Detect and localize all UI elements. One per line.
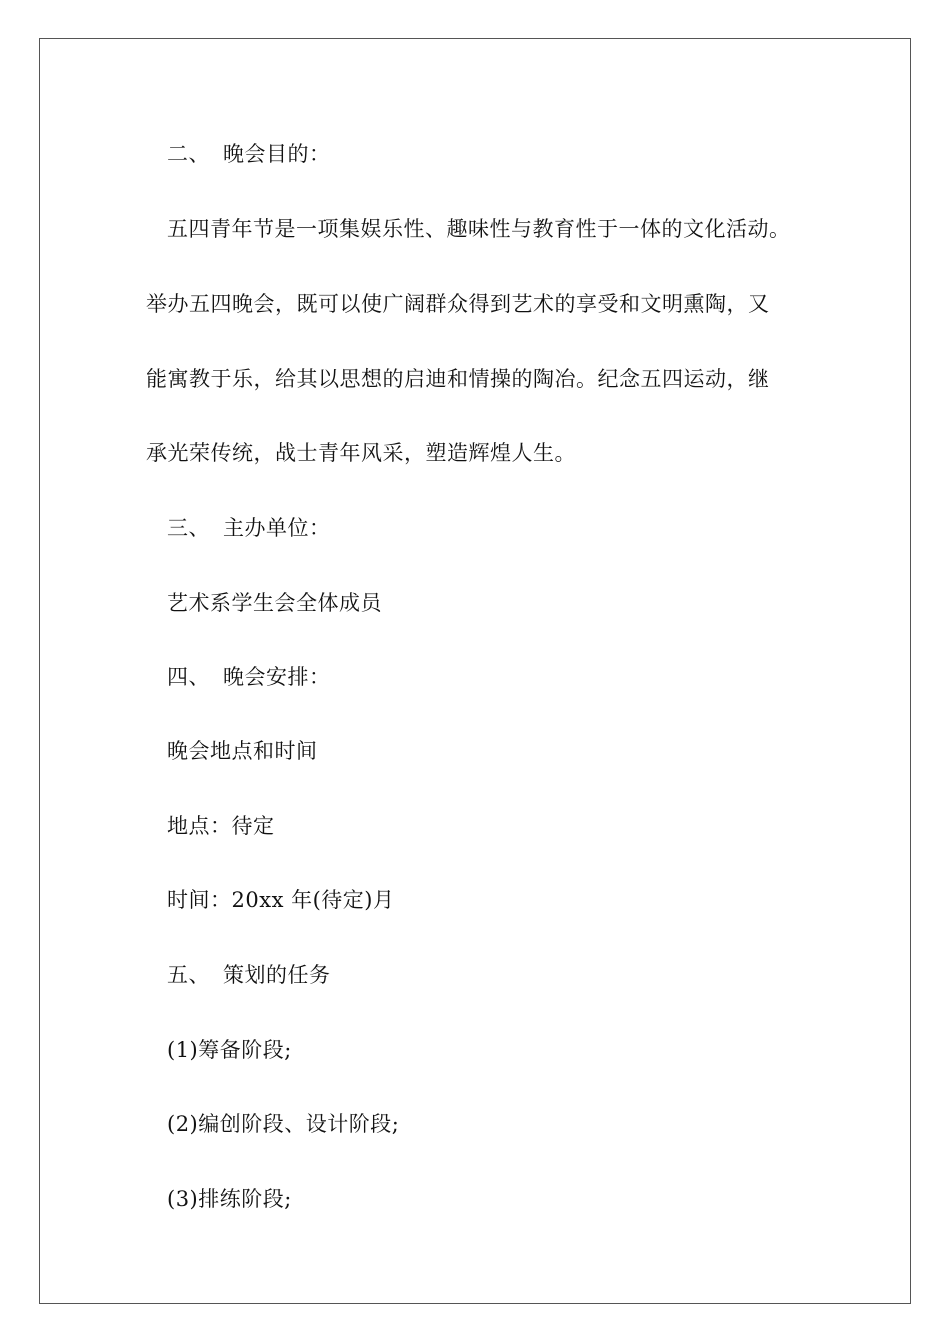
arrangement-line: 地点：待定 [167,814,275,838]
section-number: 二、 [167,142,210,166]
section-heading-tasks [167,963,331,987]
section-number: 三、 [167,516,210,540]
paragraph-line: 承光荣传统，战士青年风采，塑造辉煌人生。 [146,441,576,465]
task-item: (1)筹备阶段; [167,1038,292,1062]
paragraph-line: 举办五四晚会，既可以使广阔群众得到艺术的享受和文明熏陶，又 [146,292,770,316]
section-title: 策划的任务 [223,963,331,987]
section-heading-host [167,516,331,540]
arrangement-line: 时间：20xx 年(待定)月 [167,888,395,912]
paragraph-line: 能寓教于乐，给其以思想的启迪和情操的陶冶。纪念五四运动，继 [146,367,770,391]
page-frame [39,38,911,1304]
section-number: 五、 [167,963,210,987]
section-number: 四、 [167,665,210,689]
host-text: 艺术系学生会全体成员 [167,591,382,615]
section-title: 晚会安排： [223,665,331,689]
section-title: 晚会目的： [223,142,331,166]
task-item: (2)编创阶段、设计阶段; [167,1112,400,1136]
section-heading-arrangement [167,665,331,689]
arrangement-line: 晚会地点和时间 [167,739,318,763]
paragraph-line: 五四青年节是一项集娱乐性、趣味性与教育性于一体的文化活动。 [167,217,791,241]
section-title: 主办单位： [223,516,331,540]
section-heading-purpose [167,142,331,166]
task-item: (3)排练阶段; [167,1187,292,1211]
